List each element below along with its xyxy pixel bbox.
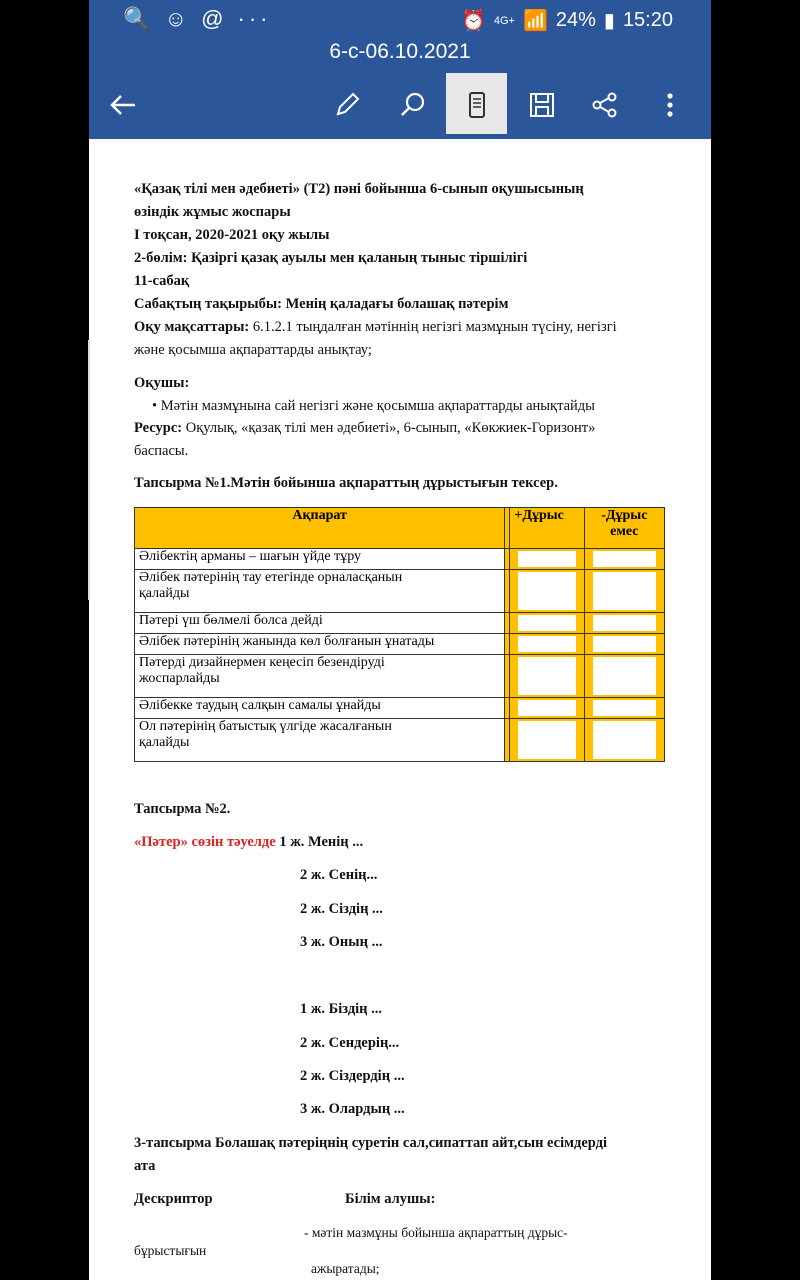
battery-icon: ▮ (603, 10, 615, 32)
header-incorrect-2: емес (610, 524, 639, 539)
incorrect-answer-box-cell (584, 613, 664, 634)
lesson-topic: Сабақтың тақырыбы: Менің қаладағы болашақ пәтерім (134, 296, 509, 312)
doc-heading-2: өзіндік жұмыс жоспары (134, 204, 291, 220)
info-line-continued: жоспарлайды (139, 671, 220, 686)
correct-answer-box[interactable] (518, 721, 575, 759)
incorrect-answer-box-cell (584, 719, 664, 762)
table-row (135, 698, 665, 719)
info-cell (135, 549, 505, 570)
table-row (135, 719, 665, 762)
document-title: 6-с-06.10.2021 (329, 40, 471, 63)
form-4: 3 ж. Оның ... (300, 934, 383, 950)
info-line: Пәтерді дизайнермен кеңесіп безендіруді (139, 655, 385, 670)
goals-text-2: және қосымша ақпараттарды анықтау; (134, 342, 372, 358)
incorrect-answer-box[interactable] (593, 657, 656, 695)
info-cell (135, 570, 505, 613)
info-line-continued: қалайды (139, 586, 190, 601)
table-row (135, 655, 665, 698)
table-body (135, 549, 665, 762)
info-line-continued: қалайды (139, 735, 190, 750)
correct-answer-box-cell (510, 698, 584, 719)
info-line: Әлібектің арманы – шағын үйде тұру (139, 549, 362, 564)
header-incorrect (584, 508, 664, 549)
info-cell (135, 634, 505, 655)
form-2: 2 ж. Сенің... (300, 867, 378, 883)
info-cell (135, 698, 505, 719)
correct-answer-box[interactable] (518, 657, 575, 695)
info-line: Ол пәтерінің батыстық үлгіде жасалғанын (139, 719, 392, 734)
alarm-icon: ⏰ (460, 10, 486, 32)
resource-text-2: баспасы. (134, 443, 189, 459)
info-cell (135, 613, 505, 634)
table-row (135, 570, 665, 613)
edit-pencil-icon[interactable] (326, 84, 368, 126)
incorrect-answer-box-cell (584, 655, 664, 698)
goals-label: Оқу мақсаттары: (134, 319, 250, 335)
form-7: 2 ж. Сіздердің ... (300, 1068, 405, 1084)
back-arrow-icon[interactable] (102, 84, 144, 126)
task3-heading-2: ата (134, 1158, 156, 1174)
incorrect-answer-box-cell (584, 634, 664, 655)
incorrect-answer-box-cell (584, 698, 664, 719)
incorrect-answer-box[interactable] (593, 721, 656, 759)
table-row (135, 549, 665, 570)
task2-red-text: «Пәтер» сөзін тәуелде (134, 834, 276, 850)
info-table (134, 507, 665, 762)
correct-answer-box-cell (510, 634, 584, 655)
correct-answer-box[interactable] (518, 636, 575, 652)
info-line: Пәтері үш бөлмелі болса дейді (139, 613, 323, 628)
network-label: 4G+ (493, 14, 515, 27)
correct-answer-box-cell (510, 655, 584, 698)
header-incorrect-1: -Дұрыс (601, 508, 648, 523)
info-line: Әлібек пәтерінің жанында көл болғанын ұнатады (139, 634, 435, 649)
incorrect-answer-box[interactable] (593, 572, 656, 610)
descriptor-3: ажыратады; (311, 1261, 380, 1276)
phone-screen (89, 0, 711, 1280)
incorrect-answer-box[interactable] (593, 615, 656, 631)
task2-heading: Тапсырма №2. (134, 801, 231, 817)
correct-answer-box-cell (510, 570, 584, 613)
app-bar (89, 0, 711, 139)
info-cell (135, 719, 505, 762)
task1-heading: Тапсырма №1.Мәтін бойынша ақпараттың дұрыстығын тексер. (134, 475, 558, 491)
student-label: Оқушы: (134, 375, 190, 391)
form-5: 1 ж. Біздің ... (300, 1001, 383, 1017)
descriptor-label: Дескриптор (134, 1191, 213, 1207)
task3-heading: 3-тапсырма Болашақ пәтеріңнің суретін сал,сипаттап айт,сын есімдерді (134, 1135, 608, 1151)
info-cell (135, 655, 505, 698)
correct-answer-box[interactable] (518, 700, 575, 716)
goals-text: 6.1.2.1 тыңдалған мәтіннің негізгі мазмұнын түсіну, негізгі (249, 319, 617, 335)
goals-line (134, 319, 617, 336)
correct-answer-box-cell (510, 719, 584, 762)
resource-text: Оқулық, «қазақ тілі мен әдебиеті», 6-сынып, «Көкжиек-Горизонт» (182, 420, 596, 436)
form-1: 1 ж. Менің ... (279, 834, 364, 850)
incorrect-answer-box-cell (584, 549, 664, 570)
correct-answer-box[interactable] (518, 615, 575, 631)
form-8: 3 ж. Олардың ... (300, 1101, 405, 1117)
info-line: Әлібек пәтерінің тау етегінде орналасқанын (139, 570, 403, 585)
header-correct: +Дұрыс (510, 508, 584, 549)
descriptor-2: бұрыстығын (134, 1243, 207, 1258)
status-icons-left: 🔍 ☺ @ ··· (123, 6, 272, 31)
incorrect-answer-box-cell (584, 570, 664, 613)
more-options-icon[interactable] (649, 84, 691, 126)
resource-label: Ресурс: (134, 420, 183, 436)
doc-heading-1: «Қазақ тілі мен әдебиеті» (Т2) пәні бойынша 6-сынып оқушысының (134, 181, 584, 197)
doc-heading-5: 11-сабақ (134, 273, 190, 289)
student-bullet: • Мәтін мазмұнына сай негізгі және қосымша ақпараттарды анықтайды (152, 398, 595, 414)
document-page (89, 139, 711, 1280)
incorrect-answer-box[interactable] (593, 636, 656, 652)
incorrect-answer-box[interactable] (593, 551, 656, 567)
search-icon[interactable] (392, 84, 434, 126)
doc-heading-4: 2-бөлім: Қазіргі қазақ ауылы мен қаланың тыныс тіршілігі (134, 250, 528, 266)
correct-answer-box-cell (510, 549, 584, 570)
scroll-handle[interactable] (88, 340, 96, 600)
form-3: 2 ж. Сіздің ... (300, 901, 383, 917)
correct-answer-box[interactable] (518, 572, 575, 610)
table-row (135, 613, 665, 634)
battery-percent: 24% (555, 9, 596, 31)
correct-answer-box[interactable] (518, 551, 575, 567)
share-icon[interactable] (584, 84, 626, 126)
save-icon[interactable] (521, 84, 563, 126)
doc-heading-3: І тоқсан, 2020-2021 оқу жылы (134, 227, 330, 243)
resource-line (134, 420, 595, 437)
header-info: Ақпарат (135, 508, 505, 549)
task2-line (134, 834, 363, 851)
status-icons-right (461, 8, 673, 33)
correct-answer-box-cell (510, 613, 584, 634)
learner-label: Білім алушы: (345, 1191, 436, 1207)
clock: 15:20 (622, 9, 673, 31)
info-line: Әлібекке таудың салқын самалы ұнайды (139, 698, 381, 713)
signal-icon: 📶 (522, 10, 548, 32)
reading-view-icon[interactable] (456, 84, 498, 126)
form-6: 2 ж. Сендерің... (300, 1035, 400, 1051)
incorrect-answer-box[interactable] (593, 700, 656, 716)
descriptor-1: - мәтін мазмұны бойынша ақпараттың дұрыс- (304, 1225, 568, 1240)
table-row (135, 634, 665, 655)
